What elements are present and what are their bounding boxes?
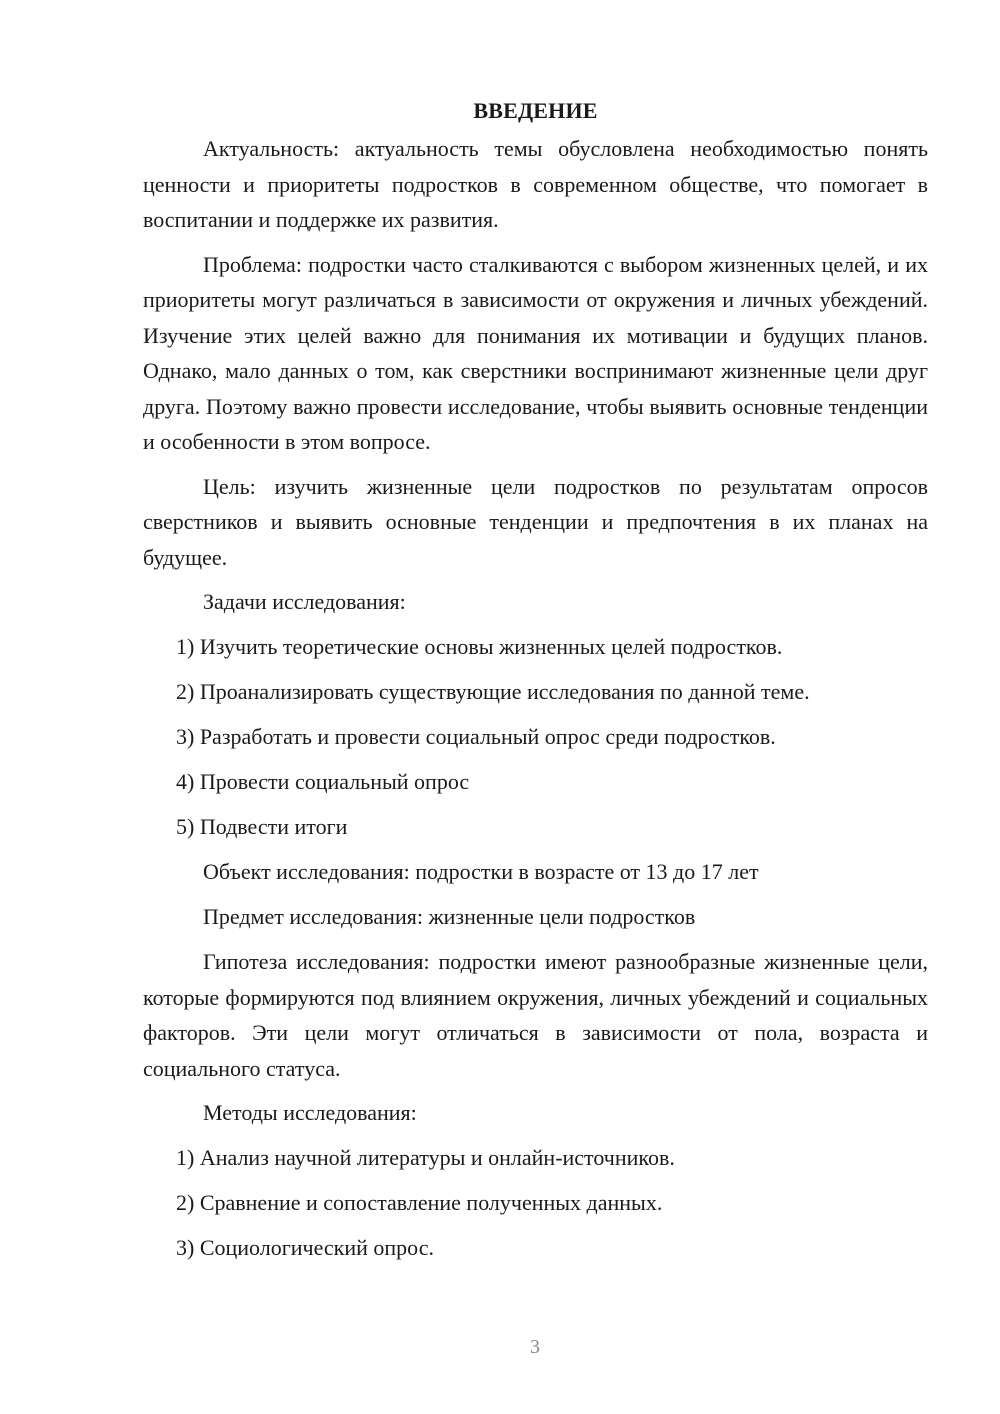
page-number: 3 <box>530 1336 540 1358</box>
list-item: 1) Изучить теоретические основы жизненных целей подростков. <box>176 634 783 659</box>
hypothesis-paragraph: Гипотеза исследования: подростки имеют разнообразные жизненные цели, которые формируются под влиянием окружения, личных убеждений и социальных факторов. Эти цели могут отличаться в зависимости от пола, возраста и социального статуса. <box>143 949 928 1081</box>
list-item: 2) Проанализировать существующие исследования по данной теме. <box>176 679 810 704</box>
list-item: 3) Разработать и провести социальный опрос среди подростков. <box>176 724 776 749</box>
methods-list <box>143 1140 928 1266</box>
list-item: 1) Анализ научной литературы и онлайн-источников. <box>176 1145 675 1170</box>
document-page <box>143 96 928 1275</box>
goal-paragraph: Цель: изучить жизненные цели подростков по результатам опросов сверстников и выявить основные тенденции и предпочтения в их планах на будущее. <box>143 473 928 570</box>
methods-heading: Методы исследования: <box>203 1100 417 1125</box>
research-object: Объект исследования: подростки в возрасте от 13 до 17 лет <box>203 859 759 884</box>
list-item: 3) Социологический опрос. <box>176 1235 434 1260</box>
list-item: 4) Провести социальный опрос <box>176 769 470 794</box>
research-subject: Предмет исследования: жизненные цели подростков <box>203 904 696 929</box>
section-title: ВВЕДЕНИЕ <box>473 98 598 123</box>
list-item: 2) Сравнение и сопоставление полученных данных. <box>176 1190 663 1215</box>
relevance-paragraph: Актуальность: актуальность темы обусловлена необходимостью понять ценности и приоритеты подростков в современном обществе, что помогает в воспитании и поддержке их развития. <box>143 136 928 232</box>
problem-paragraph: Проблема: подростки часто сталкиваются с выбором жизненных целей, и их приоритеты могут различаться в зависимости от окружения и личных убеждений. Изучение этих целей важно для понимания их мотивации и будущих планов. Однако, мало данных о том, как сверстники воспринимают жизненные цели друг друга. Поэтому важно провести исследование, чтобы выявить основные тенденции и особенности в этом вопросе. <box>143 251 928 454</box>
list-item: 5) Подвести итоги <box>176 814 348 839</box>
tasks-list <box>143 629 928 845</box>
tasks-heading: Задачи исследования: <box>203 589 406 614</box>
